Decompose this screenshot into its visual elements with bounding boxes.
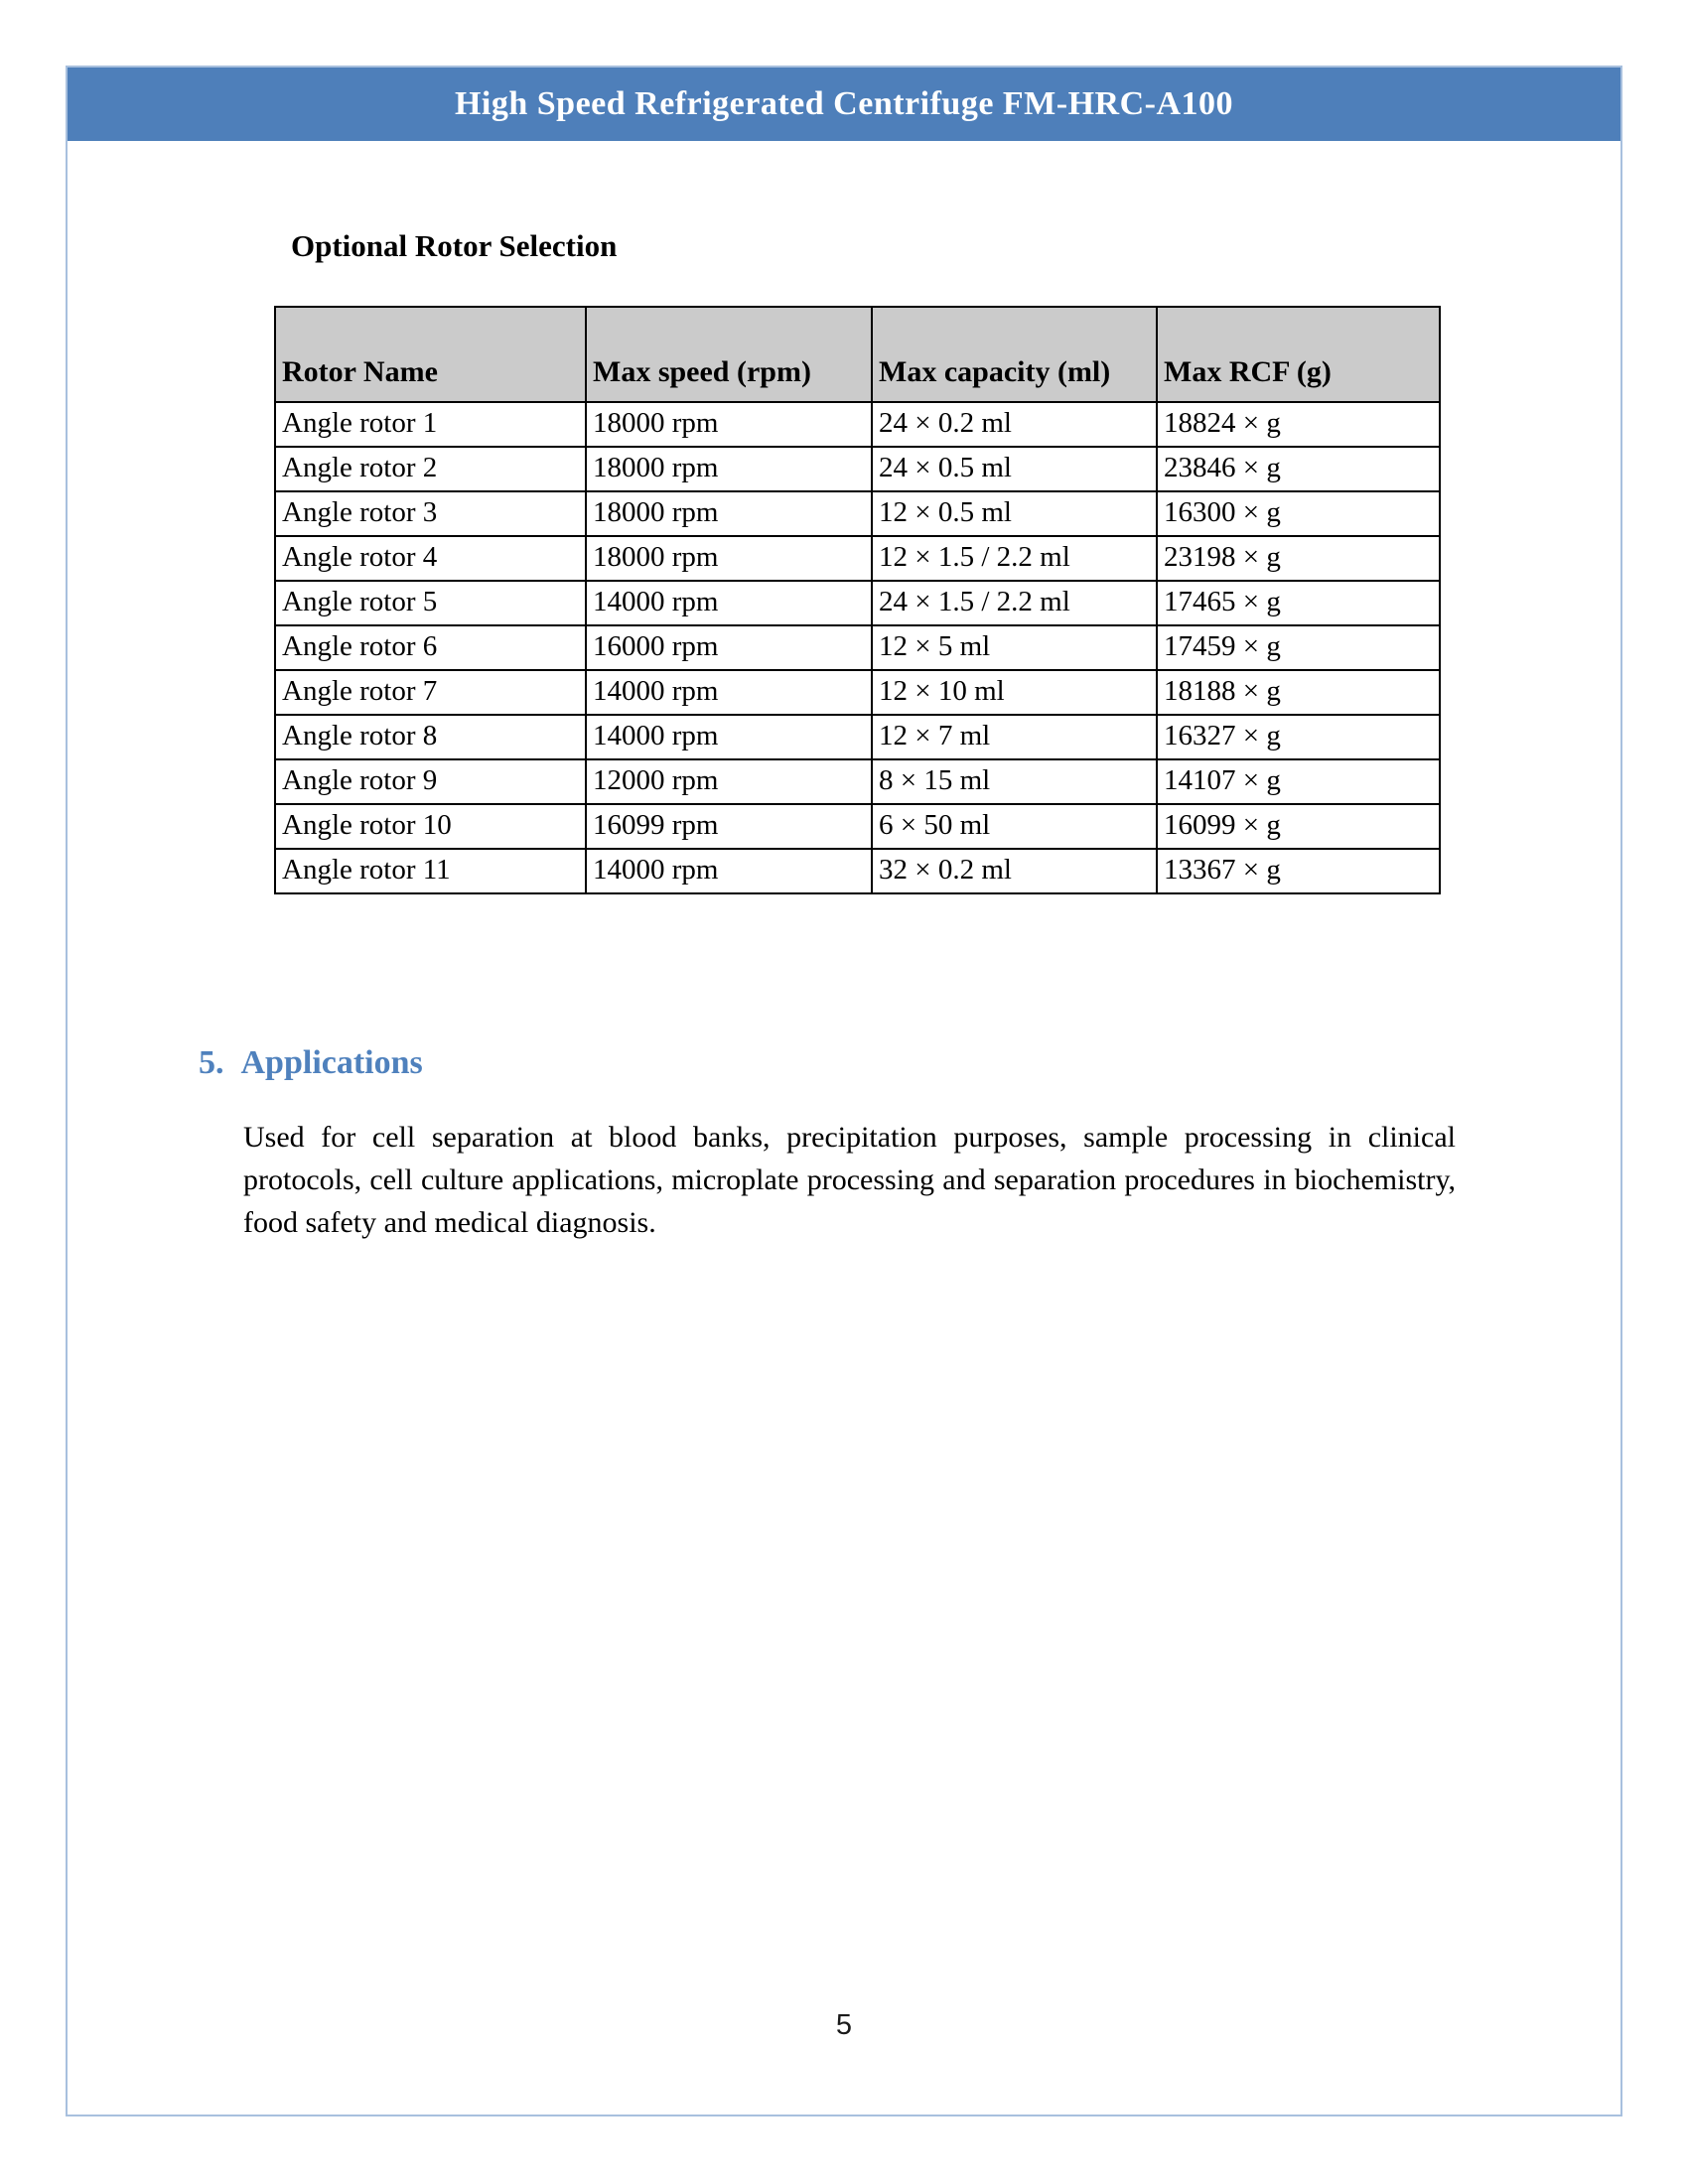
table-cell: 13367 × g xyxy=(1157,849,1440,893)
table-cell: Angle rotor 10 xyxy=(275,804,586,849)
table-cell: 16000 rpm xyxy=(586,625,872,670)
table-row xyxy=(275,581,1440,625)
table-cell: 18000 rpm xyxy=(586,447,872,491)
table-cell: 23846 × g xyxy=(1157,447,1440,491)
table-row xyxy=(275,625,1440,670)
applications-heading-label: Applications xyxy=(240,1044,423,1081)
table-cell: 17459 × g xyxy=(1157,625,1440,670)
table-row xyxy=(275,491,1440,536)
rotor-table xyxy=(274,306,1441,894)
table-cell: 16327 × g xyxy=(1157,715,1440,759)
table-cell: 18824 × g xyxy=(1157,402,1440,447)
applications-paragraph: Used for cell separation at blood banks, precipitation purposes, sample processing in clinical protocols, cell culture applications, microplate processing and separation procedures in biochemistry, food safety and medical diagnosis. xyxy=(243,1121,1456,1239)
table-cell: Angle rotor 3 xyxy=(275,491,586,536)
column-header-max-capacity: Max capacity (ml) xyxy=(872,307,1157,402)
banner-title: High Speed Refrigerated Centrifuge FM-HRC-A100 xyxy=(454,85,1234,122)
table-cell: Angle rotor 6 xyxy=(275,625,586,670)
table-cell: 12 × 10 ml xyxy=(872,670,1157,715)
table-cell: 12 × 1.5 / 2.2 ml xyxy=(872,536,1157,581)
applications-heading-number: 5. xyxy=(199,1044,224,1081)
table-cell: 24 × 1.5 / 2.2 ml xyxy=(872,581,1157,625)
table-row xyxy=(275,447,1440,491)
table-cell: 12 × 7 ml xyxy=(872,715,1157,759)
table-cell: 24 × 0.2 ml xyxy=(872,402,1157,447)
table-row xyxy=(275,759,1440,804)
table-row xyxy=(275,536,1440,581)
table-cell: Angle rotor 9 xyxy=(275,759,586,804)
table-row xyxy=(275,849,1440,893)
page-number: 5 xyxy=(835,2009,853,2041)
table-cell: 18000 rpm xyxy=(586,402,872,447)
table-cell: 14000 rpm xyxy=(586,715,872,759)
table-cell: 32 × 0.2 ml xyxy=(872,849,1157,893)
table-cell: 14000 rpm xyxy=(586,670,872,715)
column-header-rotor-name: Rotor Name xyxy=(275,307,586,402)
table-cell: Angle rotor 11 xyxy=(275,849,586,893)
rotor-section-heading: Optional Rotor Selection xyxy=(291,228,618,263)
table-row xyxy=(275,715,1440,759)
table-cell: 18000 rpm xyxy=(586,491,872,536)
table-cell: 14000 rpm xyxy=(586,849,872,893)
table-cell: 6 × 50 ml xyxy=(872,804,1157,849)
table-row xyxy=(275,804,1440,849)
table-cell: 18000 rpm xyxy=(586,536,872,581)
table-cell: 23198 × g xyxy=(1157,536,1440,581)
table-cell: Angle rotor 1 xyxy=(275,402,586,447)
table-cell: Angle rotor 5 xyxy=(275,581,586,625)
table-cell: 8 × 15 ml xyxy=(872,759,1157,804)
table-row xyxy=(275,670,1440,715)
column-header-max-rcf: Max RCF (g) xyxy=(1157,307,1440,402)
table-cell: Angle rotor 8 xyxy=(275,715,586,759)
table-cell: 12 × 5 ml xyxy=(872,625,1157,670)
column-header-max-speed: Max speed (rpm) xyxy=(586,307,872,402)
table-cell: Angle rotor 2 xyxy=(275,447,586,491)
table-cell: 12000 rpm xyxy=(586,759,872,804)
table-header-row xyxy=(275,307,1440,402)
table-row xyxy=(275,402,1440,447)
table-cell: 16099 × g xyxy=(1157,804,1440,849)
table-cell: 12 × 0.5 ml xyxy=(872,491,1157,536)
table-cell: 18188 × g xyxy=(1157,670,1440,715)
header-banner xyxy=(68,68,1620,141)
table-cell: 24 × 0.5 ml xyxy=(872,447,1157,491)
table-cell: 14000 rpm xyxy=(586,581,872,625)
rotor-table-body xyxy=(275,402,1440,893)
table-cell: Angle rotor 4 xyxy=(275,536,586,581)
table-cell: 16099 rpm xyxy=(586,804,872,849)
applications-heading xyxy=(199,1044,423,1082)
table-cell: 16300 × g xyxy=(1157,491,1440,536)
table-cell: 14107 × g xyxy=(1157,759,1440,804)
table-cell: Angle rotor 7 xyxy=(275,670,586,715)
table-cell: 17465 × g xyxy=(1157,581,1440,625)
